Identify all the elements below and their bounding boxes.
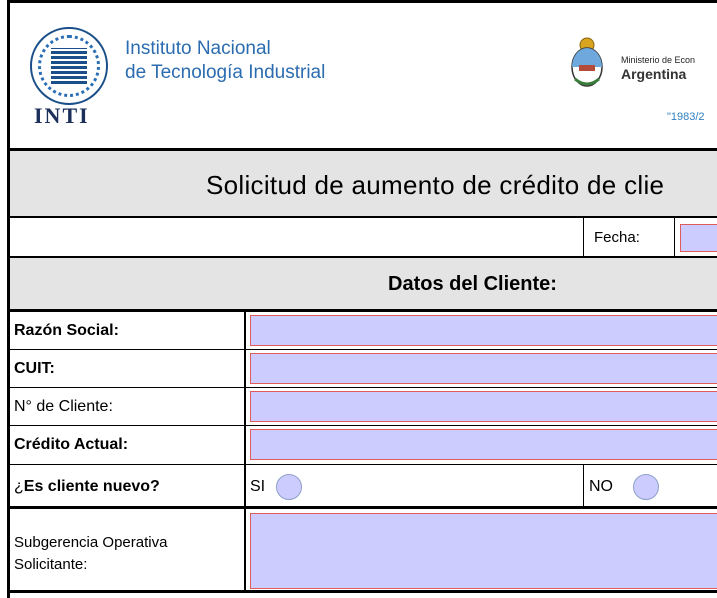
inti-wordmark: INTI [34,103,90,128]
subgerencia-row [7,509,717,593]
institute-line-1: Instituto Nacional [125,38,271,59]
argentina-shield-icon [567,35,607,89]
anio-text: "1983/2 [667,111,705,123]
header-logos [7,0,717,148]
subgerencia-label-line-1: Subgerencia Operativa [14,534,168,551]
credito-actual-label: Crédito Actual: [14,436,129,453]
form-title-row [7,148,717,218]
cuit-label: CUIT: [14,360,55,377]
credito-actual-input[interactable] [250,429,717,460]
section-header-row [7,258,717,312]
fecha-row [7,218,717,258]
argentina-text: Argentina [621,66,687,82]
institute-name [125,37,325,85]
razon-social-row [7,312,717,350]
cuit-input[interactable] [250,353,717,384]
form-title: Solicitud de aumento de crédito de clie [206,170,665,200]
credito-actual-row [7,426,717,465]
next-row-edge [7,593,717,598]
subgerencia-label [14,532,167,576]
no-radio[interactable] [633,474,659,500]
si-radio[interactable] [276,474,302,500]
section-title: Datos del Cliente: [388,273,557,295]
razon-social-input[interactable] [250,315,717,346]
numero-cliente-input[interactable] [250,391,717,422]
fecha-label: Fecha: [594,229,640,246]
numero-cliente-row [7,388,717,426]
numero-cliente-label: N° de Cliente: [14,398,113,415]
ministerio-text: Ministerio de Econ [621,55,696,65]
si-label: SI [250,478,266,495]
no-label: NO [589,478,613,495]
subgerencia-label-line-2: Solicitante: [14,556,88,573]
institute-line-2: de Tecnología Industrial [125,62,326,83]
cliente-nuevo-row [7,465,717,509]
inti-logo-icon [30,27,108,105]
fecha-input[interactable] [680,224,717,252]
cliente-nuevo-label: ¿Es cliente nuevo? [14,478,160,495]
subgerencia-input[interactable] [250,513,717,589]
razon-social-label: Razón Social: [14,322,119,339]
cuit-row [7,350,717,388]
